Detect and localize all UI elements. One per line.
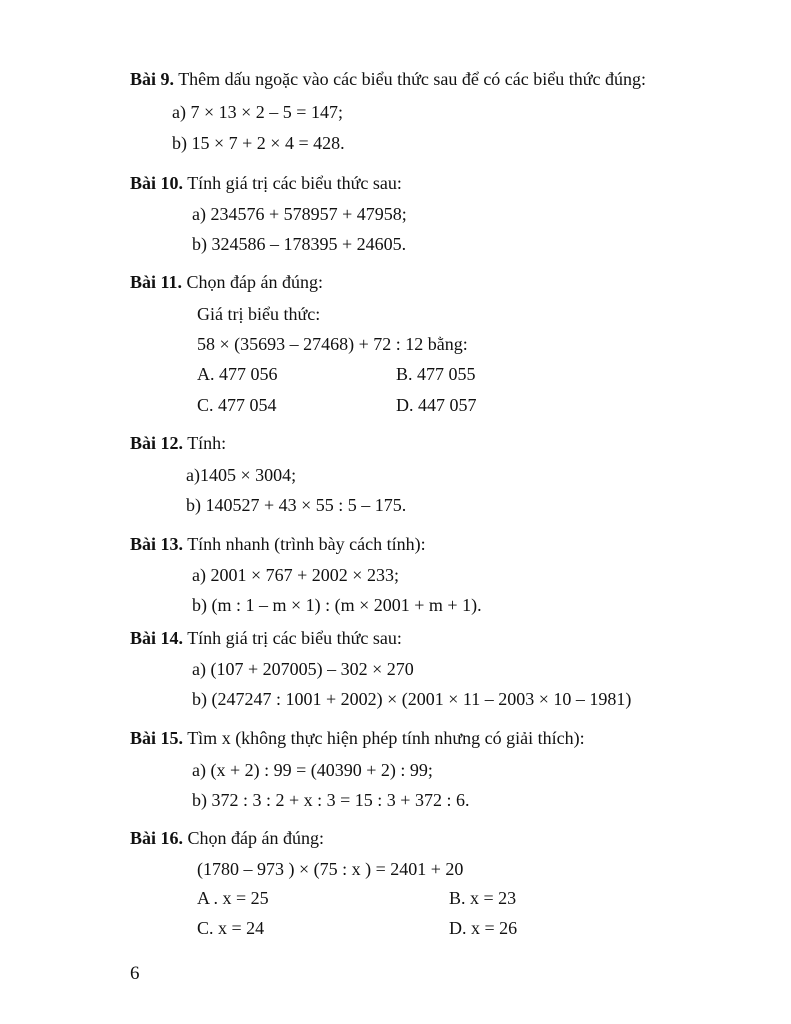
problem-11-heading (130, 271, 323, 294)
problem-instruction: Chọn đáp án đúng: (183, 828, 325, 848)
problem-16-heading (130, 827, 324, 850)
problem-instruction: Tìm x (không thực hiện phép tính nhưng có giải thích): (183, 728, 585, 748)
problem-11-expression: 58 × (35693 – 27468) + 72 : 12 bằng: (197, 334, 468, 354)
problem-14-part-b: b) (247247 : 1001 + 2002) × (2001 × 11 – 2003 × 10 – 1981) (192, 689, 632, 709)
problem-label: Bài 13. (130, 534, 184, 554)
problem-13-part-b: b) (m : 1 – m × 1) : (m × 2001 + m + 1). (192, 595, 482, 615)
problem-instruction: Chọn đáp án đúng: (182, 272, 324, 292)
problem-instruction: Thêm dấu ngoặc vào các biểu thức sau để có các biểu thức đúng: (174, 69, 647, 89)
problem-16-equation: (1780 – 973 ) × (75 : x ) = 2401 + 20 (197, 859, 464, 879)
problem-11-option-b: B. 477 055 (396, 364, 476, 384)
problem-9-part-b: b) 15 × 7 + 2 × 4 = 428. (172, 133, 345, 153)
problem-9-part-a: a) 7 × 13 × 2 – 5 = 147; (172, 102, 343, 122)
page-number: 6 (130, 963, 140, 984)
problem-instruction: Tính nhanh (trình bày cách tính): (183, 534, 426, 554)
problem-14-part-a: a) (107 + 207005) – 302 × 270 (192, 659, 414, 679)
problem-9-heading (130, 68, 646, 91)
problem-16-option-b: B. x = 23 (449, 888, 517, 908)
problem-16-option-c: C. x = 24 (197, 918, 265, 938)
problem-label: Bài 9. (130, 69, 175, 89)
problem-14-heading (130, 627, 402, 650)
problem-instruction: Tính: (183, 433, 227, 453)
problem-11-option-a: A. 477 056 (197, 364, 278, 384)
problem-11-option-c: C. 477 054 (197, 395, 277, 415)
problem-15-heading (130, 727, 585, 750)
problem-label: Bài 16. (130, 828, 184, 848)
problem-12-heading (130, 432, 226, 455)
problem-10-heading (130, 172, 402, 195)
problem-10-part-b: b) 324586 – 178395 + 24605. (192, 234, 407, 254)
problem-instruction: Tính giá trị các biểu thức sau: (183, 173, 402, 193)
problem-label: Bài 10. (130, 173, 184, 193)
problem-label: Bài 14. (130, 628, 184, 648)
problem-label: Bài 12. (130, 433, 184, 453)
problem-16-option-d: D. x = 26 (449, 918, 518, 938)
problem-16-option-a: A . x = 25 (197, 888, 269, 908)
problem-instruction: Tính giá trị các biểu thức sau: (183, 628, 402, 648)
problem-label: Bài 11. (130, 272, 183, 292)
problem-15-part-a: a) (x + 2) : 99 = (40390 + 2) : 99; (192, 760, 433, 780)
problem-15-part-b: b) 372 : 3 : 2 + x : 3 = 15 : 3 + 372 : 6. (192, 790, 470, 810)
problem-label: Bài 15. (130, 728, 184, 748)
problem-11-prompt: Giá trị biểu thức: (197, 304, 321, 324)
problem-13-heading (130, 533, 426, 556)
problem-11-option-d: D. 447 057 (396, 395, 477, 415)
problem-10-part-a: a) 234576 + 578957 + 47958; (192, 204, 407, 224)
problem-12-part-a: a)1405 × 3004; (186, 465, 297, 485)
problem-13-part-a: a) 2001 × 767 + 2002 × 233; (192, 565, 399, 585)
problem-12-part-b: b) 140527 + 43 × 55 : 5 – 175. (186, 495, 407, 515)
